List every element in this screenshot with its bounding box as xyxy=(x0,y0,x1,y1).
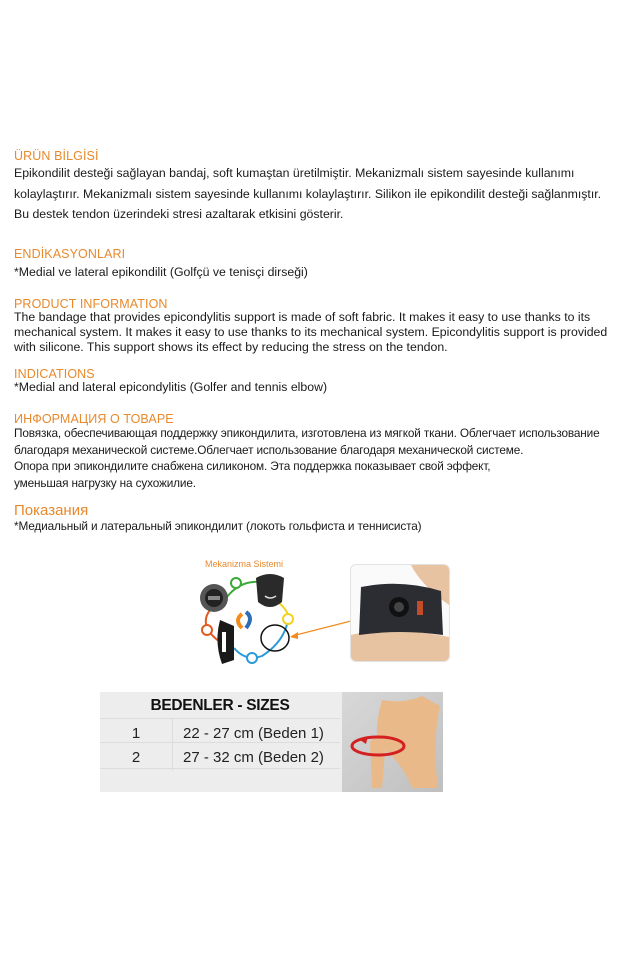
size-number: 1 xyxy=(100,719,173,747)
ru-info-line: уменьшая нагрузку на сухожилие. xyxy=(14,475,196,490)
size-row-empty xyxy=(100,768,340,797)
en-info-line: with silicone. This support shows its effect by reducing the stress on the tendon. xyxy=(14,340,448,354)
ru-info-line: благодаря механической системе.Облегчает использование благодаря механической системе. xyxy=(14,442,524,457)
tr-indications-line: *Medial ve lateral epikondilit (Golfçü ve tenisçi dirseği) xyxy=(14,265,308,279)
elbow-strap-illustration xyxy=(351,565,449,661)
size-number: 2 xyxy=(100,743,173,771)
tr-info-line: Epikondilit desteği sağlayan bandaj, soft kumaştan üretilmiştir. Mekanizmalı sistem sayesinde kullanımı xyxy=(14,166,575,180)
size-range: 22 - 27 cm (Beden 1) xyxy=(183,724,324,742)
ru-indications-text xyxy=(14,518,421,535)
tr-info-heading: ÜRÜN BİLGİSİ xyxy=(14,149,99,163)
en-info-text xyxy=(14,310,607,355)
ru-indications-line: *Медиальный и латеральный эпикондилит (локоть гольфиста и теннисиста) xyxy=(14,519,422,533)
size-table xyxy=(100,692,443,792)
en-info-heading: PRODUCT INFORMATION xyxy=(14,297,168,311)
elbow-strap-photo xyxy=(350,564,450,662)
en-indications-text xyxy=(14,380,327,395)
tr-info-line: Bu destek tendon üzerindeki stresi azaltarak etkisini gösterir. xyxy=(14,207,344,221)
size-range: 27 - 32 cm (Beden 2) xyxy=(183,748,324,766)
measurement-illustration xyxy=(342,692,443,792)
en-indications-line: *Medial and lateral epicondylitis (Golfer and tennis elbow) xyxy=(14,380,328,394)
en-info-line: mechanical system. It makes it easy to use thanks to its mechanical system. Epicondylitis support is provided xyxy=(14,325,608,339)
arm-measure-illustration xyxy=(342,692,443,792)
ru-indications-heading: Показания xyxy=(14,502,89,519)
size-row xyxy=(100,742,340,771)
en-indications-heading: INDICATIONS xyxy=(14,367,95,381)
ru-info-heading: ИНФОРМАЦИЯ О ТОВАРЕ xyxy=(14,412,174,426)
tr-info-line: kolaylaştırır. Mekanizmalı sistem sayesinde kullanımı kolaylaştırır. Silikon ile epikondilit desteği sağlanmıştır. xyxy=(14,186,602,201)
tr-info-text xyxy=(14,163,601,225)
size-table-title: BEDENLER - SIZES xyxy=(150,697,290,714)
mechanism-title: Mekanizma Sistemi xyxy=(205,559,284,569)
en-info-line: The bandage that provides epicondylitis support is made of soft fabric. It makes it easy to use thanks to its xyxy=(14,310,591,324)
tr-indications-text xyxy=(14,262,308,283)
ru-info-line: Опора при эпикондилите снабжена силиконом. Эта поддержка показывает свой эффект, xyxy=(14,459,491,473)
ru-info-text xyxy=(14,425,599,491)
ru-info-line: Повязка, обеспечивающая поддержку эпикондилита, изготовлена из мягкой ткани. Облегчает использование xyxy=(14,426,600,440)
tr-indications-heading: ENDİKASYONLARI xyxy=(14,247,126,261)
